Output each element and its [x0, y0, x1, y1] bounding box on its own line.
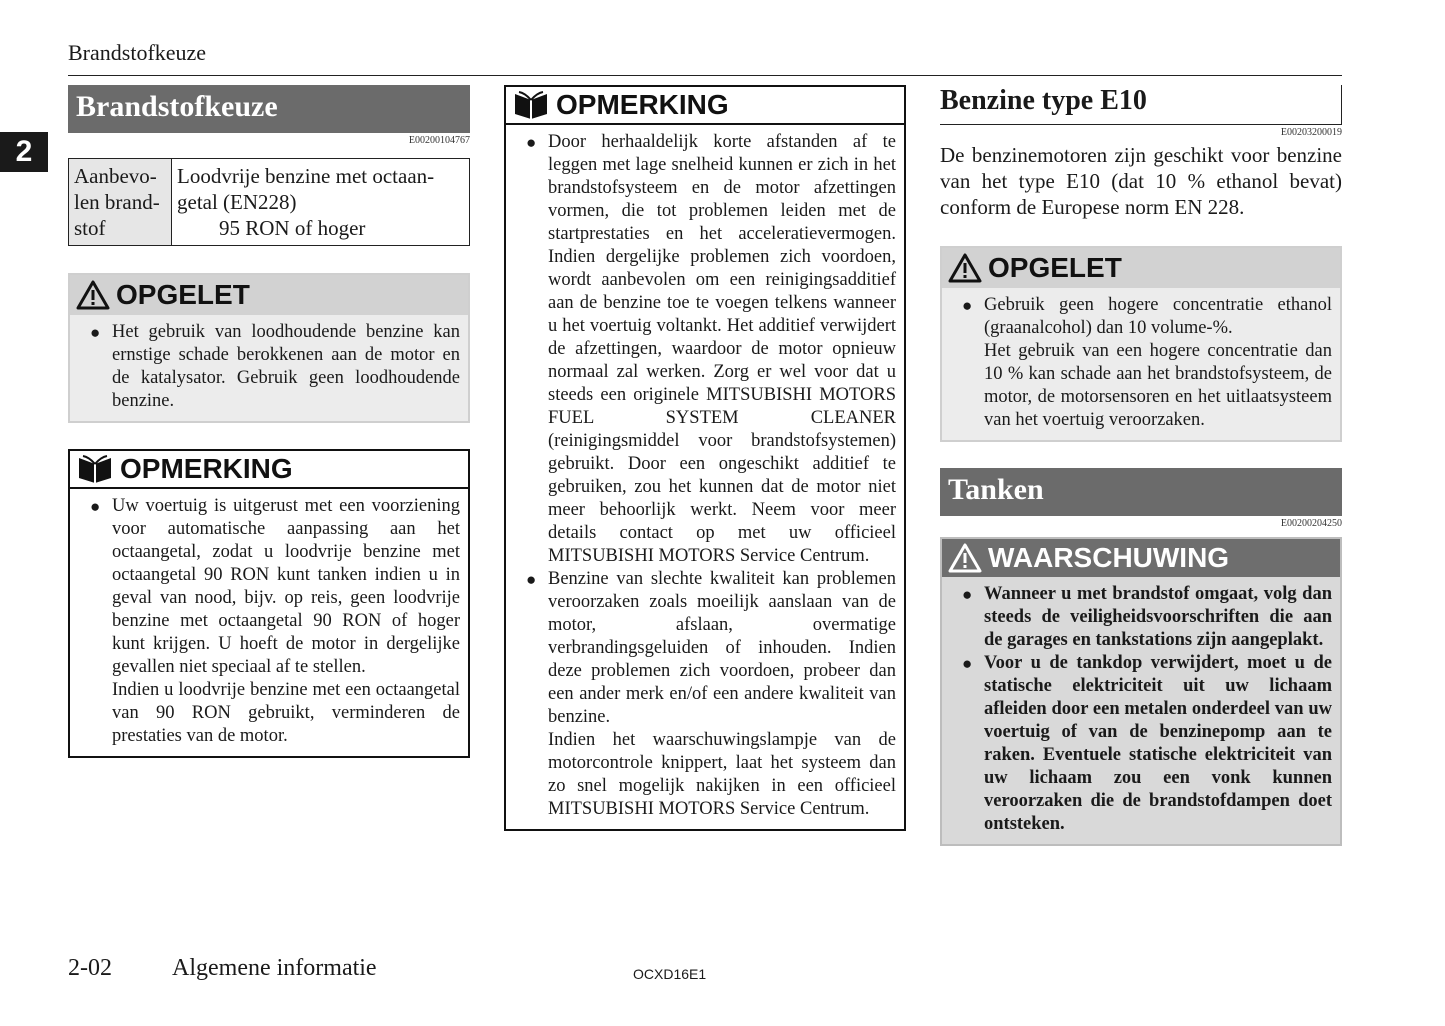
list-item	[962, 294, 1332, 340]
bullet-icon: ●	[526, 133, 537, 152]
note-bullet-2-para: Indien het waarschuwingslampje van de motorcontrole knippert, laat het systeem dan zo snel mogelijk nakijken in een officieel MITSUBISHI MOTORS Service Centrum.	[548, 730, 896, 819]
bullet-icon: ●	[90, 497, 101, 516]
note-body	[70, 489, 468, 756]
bullet-icon: ●	[962, 654, 973, 673]
warning-body	[942, 577, 1340, 844]
warning-triangle-icon	[948, 253, 982, 283]
bullet-icon: ●	[962, 585, 973, 604]
note-text-2: Indien u loodvrije benzine met een octaangetal van 90 RON gebruikt, verminderen de prestaties van de motor.	[112, 680, 460, 746]
caution-header	[942, 248, 1340, 288]
note-bullet-1: Door herhaaldelijk korte afstanden af te leggen met lage snelheid kunnen er zich in het brandstofsysteem en de motor afzettingen vormen, die tot problemen leiden met de startprestaties en het acceleratievermogen. Indien dergelijke problemen zich voordoen, wordt aanbevolen om een reinigingsadditief aan de benzine toe te voegen telkens wanneer u het voertuig voltankt. Het additief verwijdert de afzettingen, waardoor de motor opnieuw normaal zal werken. Zorg er wel voor dat u steeds een originele MITSUBISHI MOTORS FUEL SYSTEM CLEANER (reinigingsmiddel voor brandstofsystemen) gebruikt. Door een ongeschikt additief te gebruiken, zou het kunnen dat de motor niet meer behoorlijk werkt. Neem voor meer details contact op met uw officieel MITSUBISHI MOTORS Service Centrum.	[548, 132, 896, 566]
running-header: Brandstofkeuze	[68, 40, 207, 65]
list-item	[962, 583, 1332, 652]
caution-box-ethanol	[940, 246, 1342, 442]
footer-chapter-title: Algemene informatie	[172, 955, 377, 981]
caution-header	[70, 275, 468, 315]
section-code: E00203200019	[1280, 127, 1342, 138]
spec-value-line2: 95 RON of hoger	[219, 216, 366, 240]
caution-text: Het gebruik van loodhoudende benzine kan ernstige schade berokkenen aan de motor en de katalysator. Gebruik geen loodhoudende benzine.	[112, 322, 460, 411]
note-bullet-2: Benzine van slechte kwaliteit kan problemen veroorzaken zoals moeilijk aanslaan van de motor, afslaan, overmatige verbrandingsgeluiden of inhouden. Indien deze problemen zich voordoen, probeer dan een ander merk en/of een andere kwaliteit van benzine.	[548, 569, 896, 727]
caution-title: OPGELET	[988, 252, 1122, 283]
caution-text: Gebruik geen hogere concentratie ethanol (graanalcohol) dan 10 volume-%.	[984, 295, 1332, 338]
caution-title: OPGELET	[116, 279, 250, 310]
column-2	[504, 85, 906, 831]
list-item	[90, 321, 460, 413]
e10-text: De benzinemotoren zijn geschikt voor benzine van het type E10 (dat 10 % ethanol bevat) conform de Europese norm EN 228.	[940, 143, 1342, 219]
caution-body	[942, 288, 1340, 440]
warning-triangle-icon	[948, 543, 982, 573]
note-title: OPMERKING	[120, 453, 293, 484]
list-item	[90, 495, 460, 679]
warning-triangle-icon	[76, 280, 110, 310]
section-code: E00200104767	[408, 135, 470, 146]
warning-title: WAARSCHUWING	[988, 542, 1230, 573]
list-item	[526, 131, 896, 568]
chapter-tab: 2	[0, 132, 48, 172]
note-box-cleaner	[504, 85, 906, 831]
bullet-icon: ●	[962, 296, 973, 315]
warning-bullet-1: Wanneer u met brandstof omgaat, volg dan steeds de veiligheidsvoorschriften die aan de garages en tankstations zijn aangeplakt.	[984, 584, 1332, 650]
spec-label: Aanbevo- len brand- stof	[69, 159, 172, 246]
warning-header	[942, 539, 1340, 577]
open-book-icon	[76, 454, 114, 484]
section-title-e10: Benzine type E10	[940, 85, 1342, 125]
note-title: OPMERKING	[556, 89, 729, 120]
open-book-icon	[512, 90, 550, 120]
section-code: E00200204250	[1280, 518, 1342, 529]
caution-text-2: Het gebruik van een hogere concentratie dan 10 % kan schade aan het brandstofsysteem, de motor, de motorsensoren en het uitlaatsysteem van het voertuig veroorzaken.	[984, 341, 1332, 430]
spec-value	[172, 159, 470, 246]
warning-bullet-2: Voor u de tankdop verwijdert, moet u de statische elektriciteit uit uw lichaam afleiden door een metalen onderdeel van uw voertuig of van de benzinepomp aan te raken. Eventuele statische elektriciteit van uw lichaam zou een vonk kunnen veroorzaken die de brandstofdampen doet ontsteken.	[984, 653, 1332, 834]
list-item	[526, 568, 896, 729]
fuel-spec-table	[68, 158, 470, 246]
header-rule	[68, 75, 1342, 76]
caution-body	[70, 315, 468, 421]
warning-box	[940, 537, 1342, 846]
section-title-tanken: Tanken	[940, 468, 1342, 516]
bullet-icon: ●	[90, 323, 101, 342]
caution-box-lead	[68, 273, 470, 423]
section-title-brandstofkeuze: Brandstofkeuze	[68, 85, 470, 133]
list-item	[962, 652, 1332, 836]
spec-value-line1: Loodvrije benzine met octaan- getal (EN228)	[177, 164, 435, 214]
column-3	[940, 85, 1342, 846]
note-header	[70, 451, 468, 489]
note-body	[506, 125, 904, 829]
note-header	[506, 87, 904, 125]
bullet-icon: ●	[526, 570, 537, 589]
note-text: Uw voertuig is uitgerust met een voorziening voor automatische aanpassing aan het octaangetal, zodat u loodvrije benzine met octaangetal 90 RON kunt tanken indien u in geval van nood, bijv. op reis, geen loodvrije benzine met octaangetal 90 RON of hoger kunt krijgen. U hoeft de motor in dergelijke gevallen niet speciaal af te stellen.	[112, 496, 460, 677]
column-1	[68, 85, 470, 758]
note-box-octane	[68, 449, 470, 758]
footer-doc-code: OCXD16E1	[633, 966, 707, 982]
footer-page-number: 2-02	[68, 955, 112, 981]
